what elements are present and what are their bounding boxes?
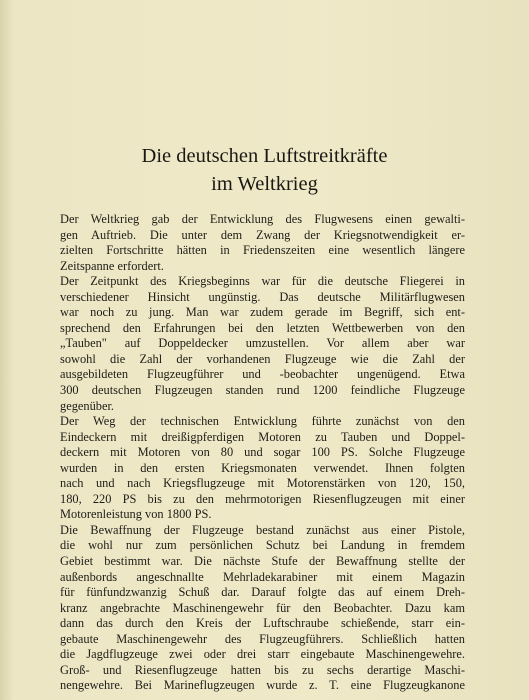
chapter-title [0,142,529,198]
text-line: nach und nach Kriegsflugzeuge mit Motorenstärken von 120, 150, [60,476,465,491]
text-line: war noch zu jung. Man war zudem gerade im Begriff, sich ent- [60,305,465,320]
paragraph [60,212,465,274]
paragraph [60,414,465,523]
text-line: wurden in den ersten Kriegsmonaten verwendet. Ihnen folgten [60,460,465,475]
text-line: Zeitspanne erfordert. [60,258,164,273]
text-line: zielten Fortschritte hätten in Friedenszeiten eine wesentlich längere [60,243,465,258]
text-line: gebaute Maschinengewehr des Flugzeugführers. Schließlich hatten [60,631,465,646]
text-line: gen Auftrieb. Die unter dem Zwang der Kriegsnotwendigkeit er- [60,227,465,242]
text-line: 180, 220 PS bis zu den mehrmotorigen Riesenflugzeugen mit einer [60,491,465,506]
paragraph [60,274,465,414]
text-line: für fünfundzwanzig Schuß dar. Darauf folgte das auf einem Dreh- [60,585,465,600]
text-line: nengewehre. Bei Marineflugzeugen wurde z. T. eine Flugzeugkanone [60,678,465,693]
text-line: dann das durch den Kreis der Luftschraube schießende, starr ein- [60,616,465,631]
body-text [60,212,465,694]
text-line: Der Zeitpunkt des Kriegsbeginns war für die deutsche Fliegerei in [60,274,465,289]
chapter-title-line-2: im Weltkrieg [211,173,318,195]
text-line: die Jagdflugzeuge zwei oder drei starr eingebaute Maschinengewehre. [60,647,465,662]
text-line: Der Weltkrieg gab der Entwicklung des Flugwesens einen gewalti- [60,212,465,226]
text-line: die wohl nur zum persönlichen Schutz bei Landung in fremdem [60,538,465,553]
text-line: deckern mit Motoren von 80 und sogar 100 PS. Solche Flugzeuge [60,445,465,460]
text-line: außenbords angeschnallte Mehrladekarabiner mit einem Magazin [60,569,465,584]
text-line: 300 deutschen Flugzeugen standen rund 1200 feindliche Flugzeuge [60,383,465,398]
text-line: Die Bewaffnung der Flugzeuge bestand zunächst aus einer Pistole, [60,522,465,537]
text-line: sowohl die Zahl der vorhandenen Flugzeuge wie die Zahl der [60,351,465,366]
chapter-title-line-1: Die deutschen Luftstreitkräfte [141,145,388,167]
text-line: sprechend den Erfahrungen bei den letzten Wettbewerben von den [60,320,465,335]
text-line: „Tauben" auf Doppeldecker umzustellen. Vor allem aber war [60,336,465,351]
text-line: Motorenleistung von 1800 PS. [60,507,212,522]
text-line: ausgebildeten Flugzeugführer und -beobachter ungenügend. Etwa [60,367,465,382]
text-line: kranz angebrachte Maschinengewehr für den Beobachter. Dazu kam [60,600,465,615]
text-line: Eindeckern mit dreißigpferdigen Motoren zu Tauben und Doppel- [60,429,465,444]
text-line: Groß- und Riesenflugzeuge hatten bis zu sechs derartige Maschi- [60,662,465,677]
text-line: Der Weg der technischen Entwicklung führte zunächst von den [60,414,465,429]
text-line: Gebiet bestimmt war. Die nächste Stufe der Bewaffnung stellte der [60,554,465,569]
text-line: gegenüber. [60,398,115,413]
text-line: verschiedener Hinsicht ungünstig. Das deutsche Militärflugwesen [60,289,465,304]
paragraph [60,523,465,694]
